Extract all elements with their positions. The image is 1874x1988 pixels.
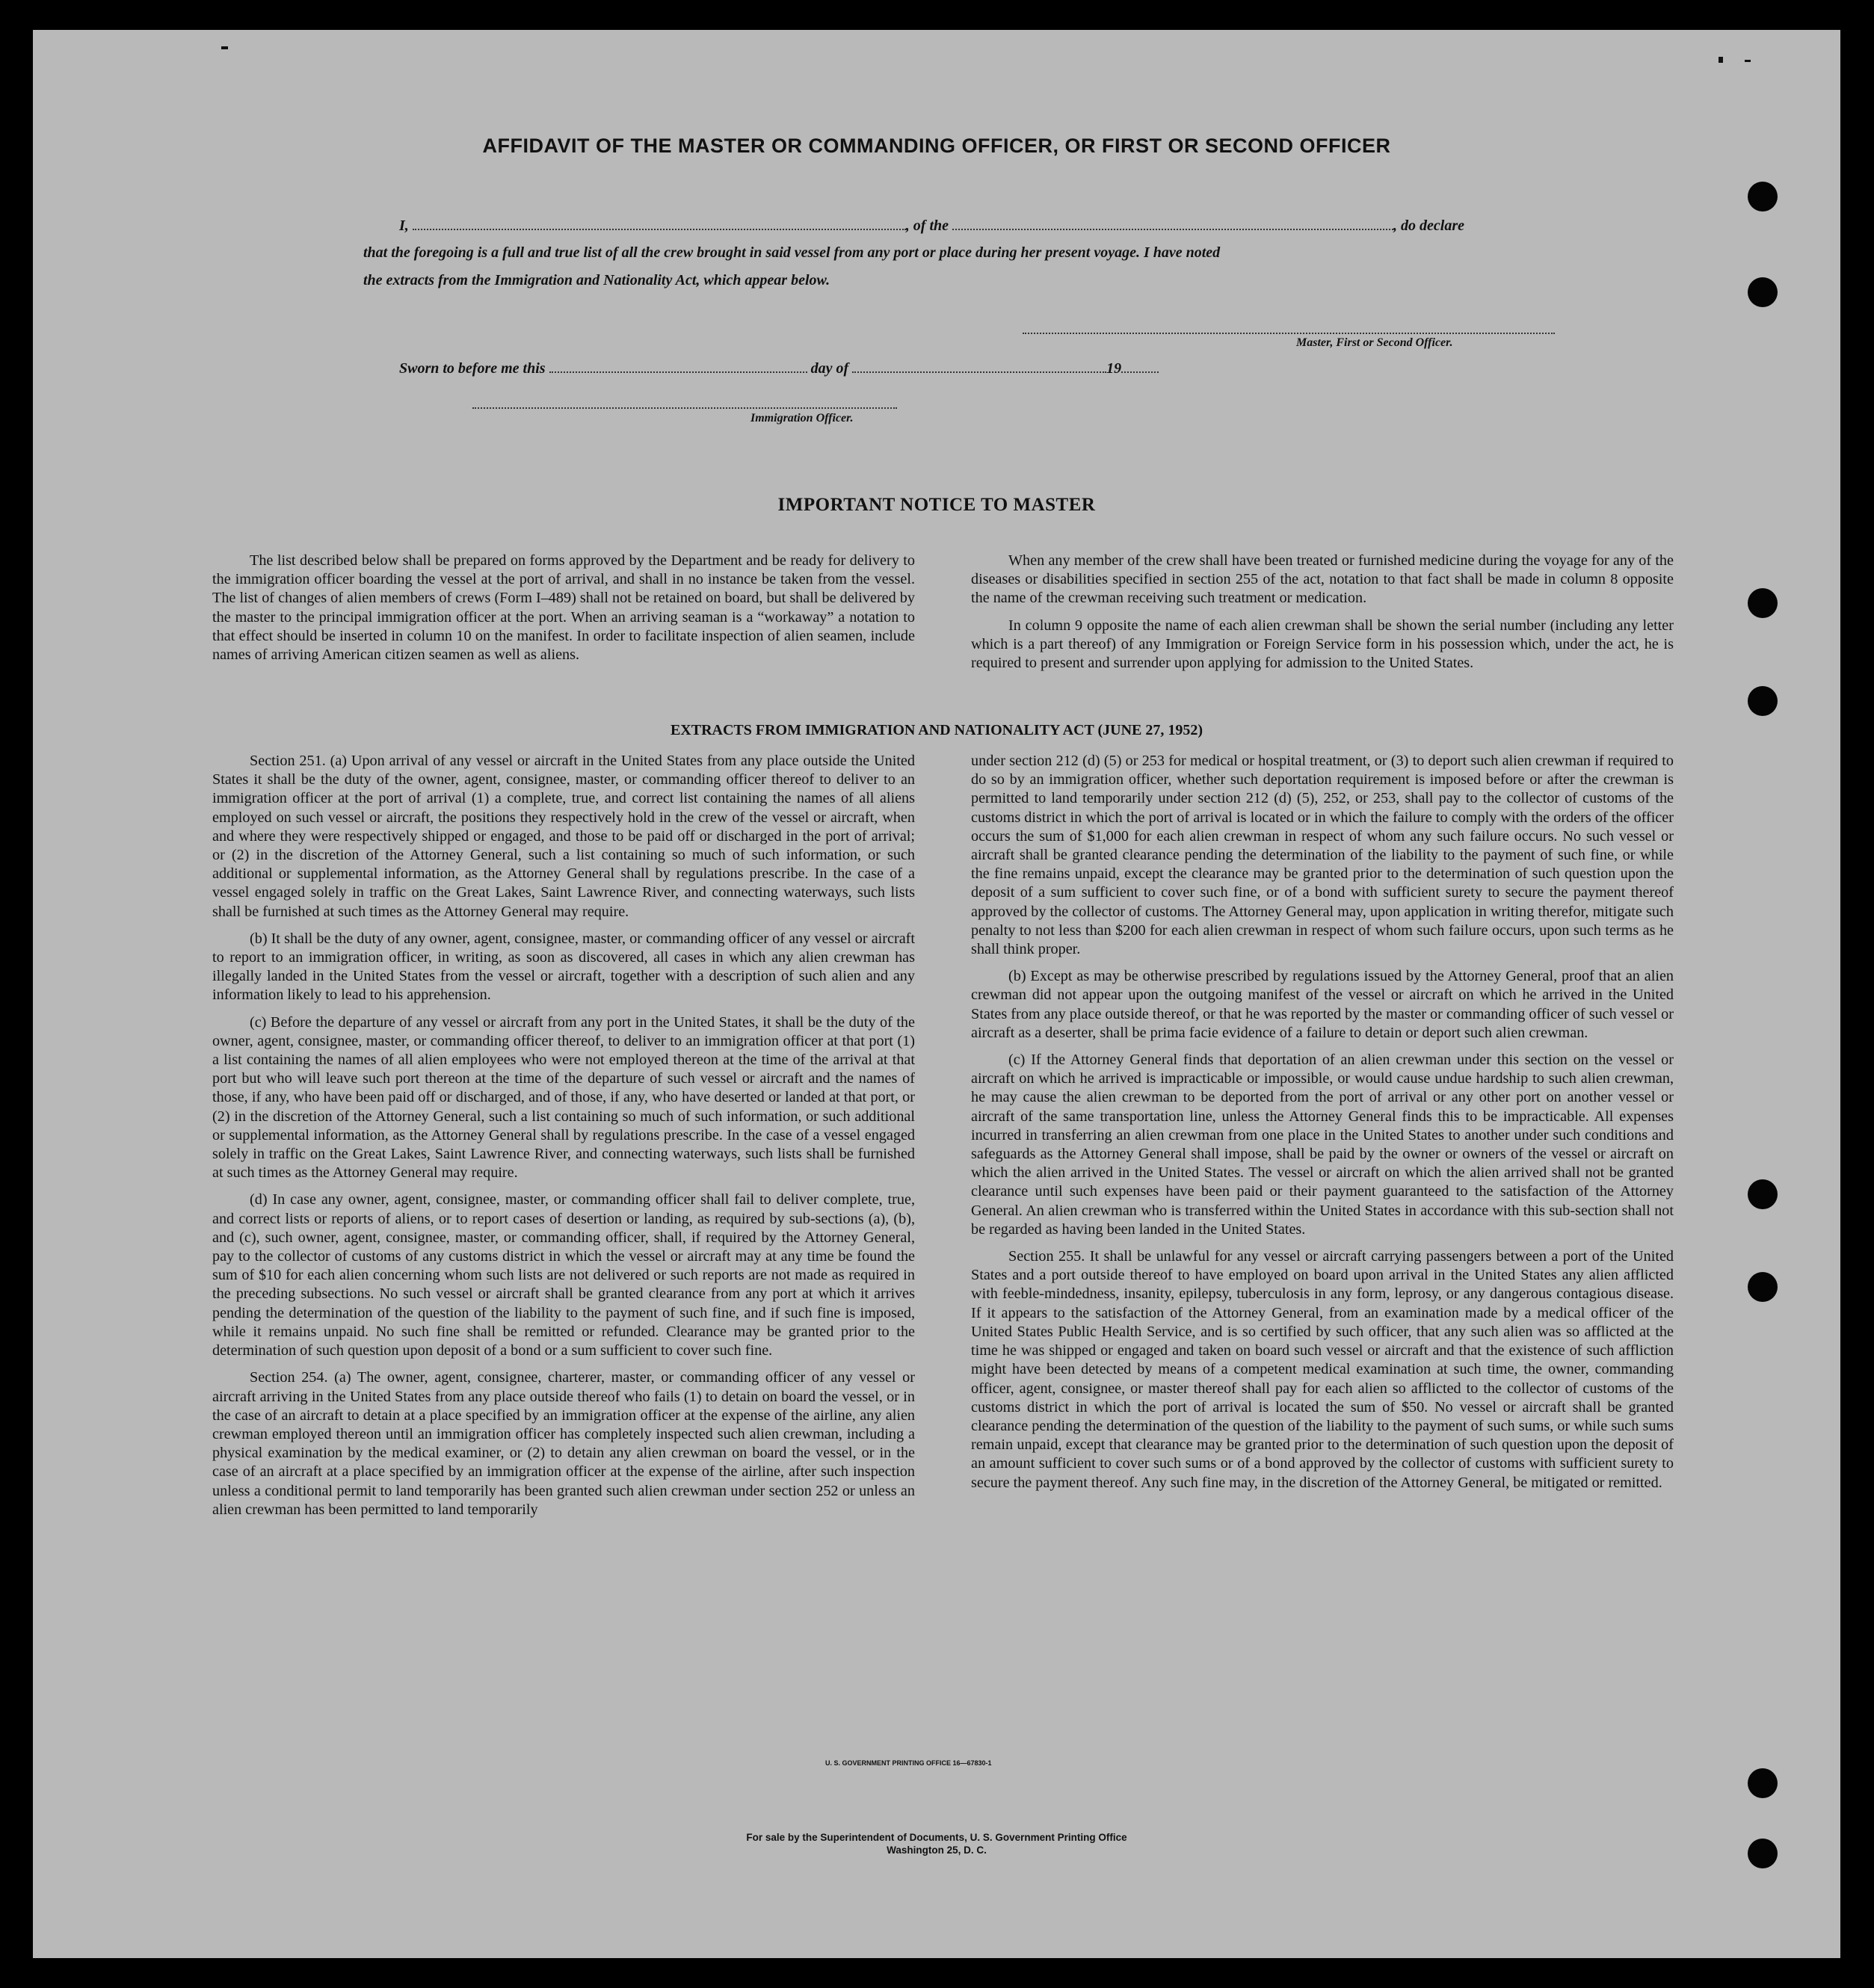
scan-mark [1745, 60, 1751, 62]
master-signature-line[interactable] [1023, 333, 1555, 334]
extract-paragraph: Section 254. (a) The owner, agent, consignee, charterer, master, or commanding officer of any vessel or aircraft arriving in the United States from any place outside thereof who fails (1) to detain on board the vessel, or in the case of an aircraft to detain at a place specified by an immigration officer at the expense of the airline, any alien crewman employed thereon until an immigration officer has completely inspected such alien crewman, including a physical examination by the medical examiner, or (2) to detain any alien crewman on board the vessel, or in the case of an aircraft at a place specified by an immigration officer at the expense of the airline, after such inspection unless a conditional permit to land temporarily has been granted such alien crewman under section 252 or unless an alien crewman has been permitted to land temporarily [212, 1369, 915, 1518]
scan-mark [221, 46, 228, 49]
scan-mark [1719, 57, 1723, 63]
immigration-officer-signature-line[interactable] [472, 407, 897, 409]
gpo-imprint: U. S. GOVERNMENT PRINTING OFFICE 16—67830-1 [825, 1759, 992, 1767]
footer [33, 1831, 1840, 1856]
extract-paragraph: (b) Except as may be otherwise prescribed by regulations issued by the Attorney General, proof that an alien crewman did not appear upon the outgoing manifest of the vessel or aircraft on which he arrived in the United States from any place outside thereof, or that he was reported by the master or commanding officer of such vessel or aircraft as a deserter, shall be prima facie evidence of a failure to detain or deport such alien crewman. [971, 968, 1674, 1041]
notice-paragraph: When any member of the crew shall have been treated or furnished medicine during the voyage for any of the diseases or disabilities specified in section 255 of the act, notation to that fact shall be made in column 8 opposite the name of the crewman receiving such treatment or medication. [971, 552, 1674, 607]
year-label: 19 [1106, 360, 1122, 377]
immigration-officer-caption: Immigration Officer. [750, 412, 854, 425]
affidavit-line-2: that the foregoing is a full and true list of all the crew brought in said vessel from any port or place during her present voyage. I have noted [363, 244, 1221, 261]
punch-hole [1748, 686, 1778, 716]
notice-paragraph: The list described below shall be prepared on forms approved by the Department and be ready for delivery to the immigration officer boarding the vessel at the port of arrival, and shall in no instance be taken from the vessel. The list of changes of alien members of crews (Form I–489) shall not be retained on board, but shall be delivered by the master to the principal immigration officer at the port. When an arriving seaman is a “workaway” a notation to that effect should be inserted in column 10 on the manifest. In order to facilitate inspection of alien seamen, include names of arriving American citizen seamen as well as aliens. [212, 552, 915, 664]
extracts-left-column [212, 752, 915, 1528]
extract-paragraph: (c) Before the departure of any vessel or aircraft from any port in the United States, it shall be the duty of the owner, agent, consignee, master, or commanding officer thereof, to deliver to an immigration officer at that port (1) a list containing the names of all alien employees who were not employed thereon at the time of the arrival at that port but who will leave such port thereon at the time of the departure of such vessel or aircraft and the names of those, if any, who have been paid off or discharged, and of those, if any, who have deserted or landed at that port, or (2) in the discretion of the Attorney General, such a list containing so much of such information, or such additional or supplemental information, as the Attorney General shall by regulations prescribe. In the case of a vessel engaged solely in traffic on the Great Lakes, Saint Lawrence River, and connecting waterways, such lists shall be furnished at such times as the Attorney General may require. [212, 1013, 915, 1182]
notice-right-column [971, 552, 1674, 681]
punch-hole [1748, 588, 1778, 618]
affidavit-declare: , do declare [1393, 217, 1464, 234]
notice-paragraph: In column 9 opposite the name of each alien crewman shall be shown the serial number (including any letter which is a part thereof) of any Immigration or Foreign Service form in his possession which, under the act, he is required to present and surrender upon applying for admission to the United States. [971, 617, 1674, 672]
punch-hole [1748, 1179, 1778, 1209]
master-signature-caption: Master, First or Second Officer. [1296, 336, 1453, 349]
punch-hole [1748, 1768, 1778, 1798]
month-blank[interactable] [852, 359, 1106, 373]
extract-paragraph: (d) In case any owner, agent, consignee, master, or commanding officer shall fail to deliver complete, true, and correct lists or reports of aliens, or to report cases of desertion or landing, as required by sub-sections (a), (b), and (c), such owner, agent, consignee, master, or commanding officer, shall, if required by the Attorney General, pay to the collector of customs of any customs district in which the vessel or aircraft may at any time be found the sum of $10 for each alien concerning whom such lists are not delivered or such reports are not made as required in the preceding subsections. No such vessel or aircraft shall be granted clearance from any port at which it arrives pending the determination of the question of the liability to the payment of such fine, and if such fine is imposed, while it remains unpaid. No such fine shall be remitted or refunded. Clearance may be granted prior to the determination of such question upon deposit of a bond or a sum sufficient to cover such fine. [212, 1191, 915, 1359]
affidavit-of-the: , of the [905, 217, 949, 234]
sworn-line [399, 359, 1558, 377]
year-blank[interactable] [1121, 359, 1159, 373]
punch-hole [1748, 182, 1778, 212]
affidavit-i: I, [399, 217, 409, 234]
footer-line-1: For sale by the Superintendent of Documents, U. S. Government Printing Office [746, 1832, 1127, 1843]
extract-paragraph: (b) It shall be the duty of any owner, agent, consignee, master, or commanding officer of any vessel or aircraft to report to an immigration officer, in writing, as soon as discovered, all cases in which any alien crewman has illegally landed in the United States from the vessel or aircraft, together with a description of such alien and any information likely to lead to his apprehension. [212, 930, 915, 1004]
affidavit-declaration-line [399, 217, 1558, 235]
vessel-blank[interactable] [952, 217, 1393, 230]
punch-hole [1748, 1272, 1778, 1302]
footer-line-2: Washington 25, D. C. [887, 1845, 987, 1856]
affidavit-line-3: the extracts from the Immigration and Nationality Act, which appear below. [363, 272, 830, 288]
extract-paragraph: (c) If the Attorney General finds that deportation of an alien crewman under this section on the vessel or aircraft on which he arrived is impracticable or impossible, or would cause undue hardship to such alien crewman, he may cause the alien crewman to be deported from the port of arrival or any other port on another vessel or aircraft of the same transportation line, unless the Attorney General finds this to be impracticable. All expenses incurred in transferring an alien crewman from one place in the United States to another under such conditions and safeguards as the Attorney General shall impose, shall be paid by the owner or owners of the vessel or aircraft on which the alien arrived in the United States. The vessel or aircraft on which the alien arrived shall not be granted clearance until such expenses have been paid or their payment guaranteed to the satisfaction of the Attorney General. An alien crewman who is transferred within the United States in accordance with this sub-section shall not be regarded as having been landed in the United States. [971, 1052, 1674, 1238]
sworn-label: Sworn to before me this [399, 360, 546, 377]
extracts-title: EXTRACTS FROM IMMIGRATION AND NATIONALITY ACT (JUNE 27, 1952) [670, 722, 1203, 738]
affidavit-title: AFFIDAVIT OF THE MASTER OR COMMANDING OFFICER, OR FIRST OR SECOND OFFICER [482, 135, 1391, 157]
document-page [33, 30, 1840, 1958]
name-blank[interactable] [413, 217, 906, 230]
extract-paragraph: Section 255. It shall be unlawful for any vessel or aircraft carrying passengers between a port of the United States and a port outside thereof to have employed on board upon arrival in the United States any alien afflicted with feeble-mindedness, insanity, epilepsy, tuberculosis in any form, leprosy, or any dangerous contagious disease. If it appears to the satisfaction of the Attorney General, from an examination made by a medical officer of the United States Public Health Service, and is so certified by such officer, that any such alien was so afflicted at the time he was shipped or engaged and taken on board such vessel or aircraft and that the existence of such affliction might have been detected by means of a competent medical examination at such time, the owner, commanding officer, agent, consignee, or master thereof shall pay for each alien so afflicted to the collector of customs of the customs district in which the port of arrival is located the sum of $50. No vessel or aircraft shall be granted clearance pending the determination of the question of the liability to the payment of such sums, or while such sums remain unpaid, except that clearance may be granted prior to the determination of such question upon the deposit of an amount sufficient to cover such sums or of a bond approved by the collector of customs with sufficient surety to secure the payment thereof. Any such fine may, in the discretion of the Attorney General, be mitigated or remitted. [971, 1248, 1674, 1491]
extracts-right-column [971, 752, 1674, 1501]
extract-paragraph: Section 251. (a) Upon arrival of any vessel or aircraft in the United States from any place outside the United States it shall be the duty of the owner, agent, consignee, master, or commanding officer thereof to deliver to an immigration officer at the port of arrival (1) a complete, true, and correct list containing the names of all aliens employed on such vessel or aircraft, the positions they respectively hold in the crew of the vessel or aircraft, when and where they were respectively shipped or engaged, and those to be paid off or discharged in the port of arrival; or (2) in the discretion of the Attorney General, such a list containing so much of such information, or such additional or supplemental information, as the Attorney General shall by regulations prescribe. In the case of a vessel engaged solely in traffic on the Great Lakes, Saint Lawrence River, and connecting waterways, such lists shall be furnished at such times as the Attorney General may require. [212, 753, 915, 920]
day-blank[interactable] [549, 359, 807, 373]
punch-hole [1748, 277, 1778, 307]
day-of-label: day of [810, 360, 849, 377]
extract-paragraph: under section 212 (d) (5) or 253 for medical or hospital treatment, or (3) to deport such alien crewman if required to do so by an immigration officer, whether such deportation requirement is imposed before or after the crewman is permitted to land temporarily under section 212 (d) (5), 252, or 253, shall pay to the collector of customs of the customs district in which the port of arrival is located or in which the failure to comply with the orders of the officer occurs the sum of $1,000 for each alien crewman in respect of whom any such failure occurs. No such vessel or aircraft shall be granted clearance pending the determination of the liability to the payment of such fine, or while the fine remains unpaid, except the clearance may be granted prior to the determination of such question upon the deposit of a sum sufficient to cover such fine, or of a bond with sufficient surety to secure the payment thereof approved by the collector of customs. The Attorney General may, upon application in writing therefor, mitigate such penalty to not less than $200 for each alien crewman in respect of whom such failure occurs, upon such terms as he shall think proper. [971, 753, 1674, 958]
notice-title: IMPORTANT NOTICE TO MASTER [777, 495, 1096, 515]
notice-left-column [212, 552, 915, 673]
